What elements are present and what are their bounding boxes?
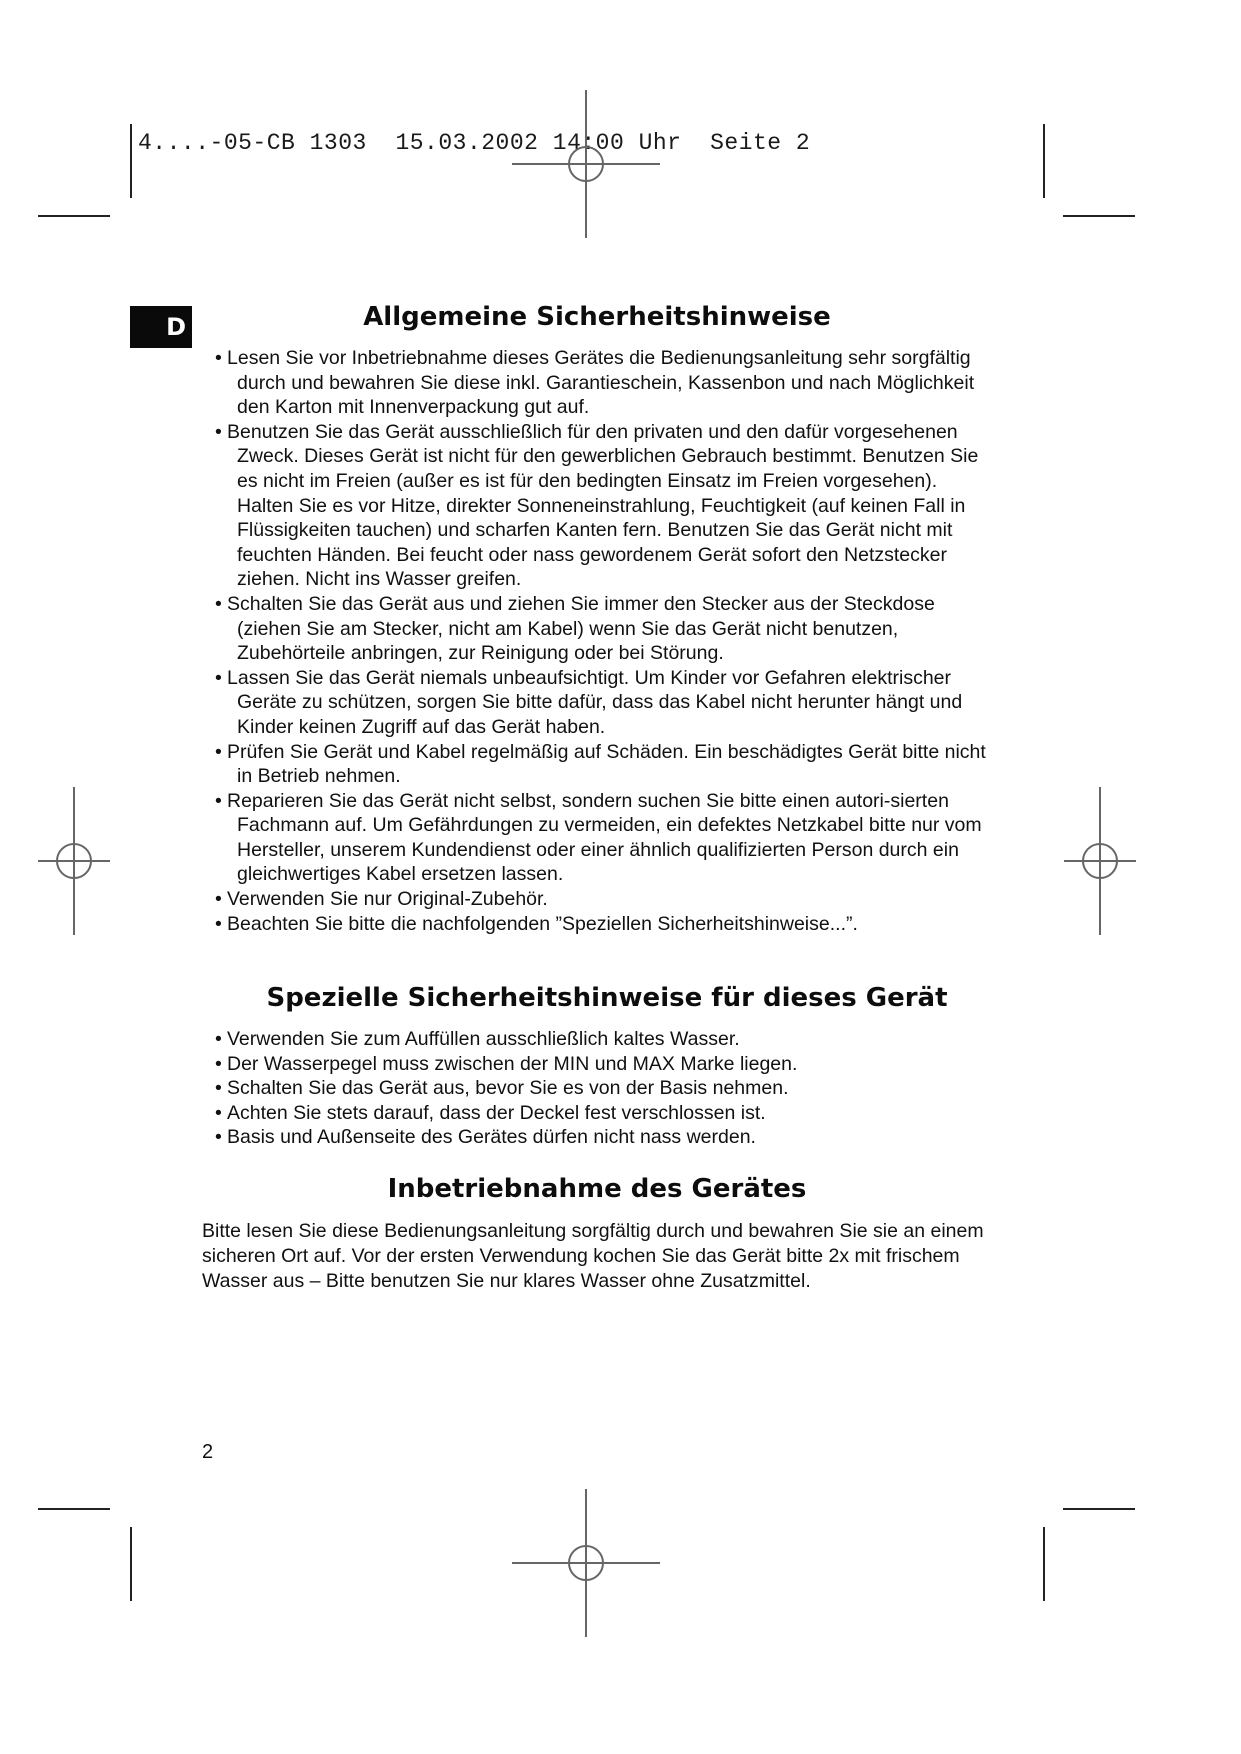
registration-mark-icon <box>1026 787 1174 935</box>
list-item: • Prüfen Sie Gerät und Kabel regelmäßig auf Schäden. Ein beschädigtes Gerät bitte nicht in Betrieb nehmen. <box>202 740 992 789</box>
section-heading-startup: Inbetriebnahme des Gerätes <box>387 1174 807 1204</box>
list-item: • Schalten Sie das Gerät aus, bevor Sie es von der Basis nehmen. <box>202 1076 992 1101</box>
list-item: • Achten Sie stets darauf, dass der Deckel fest verschlossen ist. <box>202 1101 992 1126</box>
crop-mark <box>38 1508 110 1510</box>
list-item: • Der Wasserpegel muss zwischen der MIN und MAX Marke liegen. <box>202 1052 992 1077</box>
crop-mark <box>38 215 110 217</box>
crop-mark <box>1043 124 1045 198</box>
language-tab: D <box>130 306 192 348</box>
crop-mark <box>1043 1527 1045 1601</box>
list-item: • Verwenden Sie nur Original-Zubehör. <box>202 887 992 912</box>
crop-mark <box>1063 215 1135 217</box>
list-item: • Beachten Sie bitte die nachfolgenden ”Speziellen Sicherheitshinweise...”. <box>202 912 992 937</box>
list-item: • Reparieren Sie das Gerät nicht selbst, sondern suchen Sie bitte einen autori-sierten Fachmann auf. Um Gefährdungen zu vermeiden, ein defektes Netzkabel bitte nur vom Hersteller, unserem Kundendienst oder einer ähnlich qualifizierten Person durch ein gleichwertiges Kabel ersetzen lassen. <box>202 789 992 887</box>
general-safety-list <box>202 346 992 936</box>
list-item: • Basis und Außenseite des Gerätes dürfen nicht nass werden. <box>202 1125 992 1150</box>
crop-mark <box>130 124 132 198</box>
list-item: • Lesen Sie vor Inbetriebnahme dieses Gerätes die Bedienungsanleitung sehr sorgfältig durch und bewahren Sie diese inkl. Garantieschein, Kassenbon und nach Möglichkeit den Karton mit Innenverpackung gut auf. <box>202 346 992 420</box>
section-heading-special: Spezielle Sicherheitshinweise für dieses Gerät <box>266 983 948 1013</box>
startup-paragraph: Bitte lesen Sie diese Bedienungsanleitung sorgfältig durch und bewahren Sie sie an einem sicheren Ort auf. Vor der ersten Verwendung kochen Sie das Gerät bitte 2x mit frischem Wasser aus – Bitte benutzen Sie nur klares Wasser ohne Zusatzmittel. <box>202 1220 984 1292</box>
list-item: • Schalten Sie das Gerät aus und ziehen Sie immer den Stecker aus der Steckdose (ziehen Sie am Stecker, nicht am Kabel) wenn Sie das Gerät nicht benutzen, Zubehörteile anbringen, zur Reinigung oder bei Störung. <box>202 592 992 666</box>
page-number: 2 <box>202 1441 214 1463</box>
list-item: • Benutzen Sie das Gerät ausschließlich für den privaten und den dafür vorgesehenen Zweck. Dieses Gerät ist nicht für den gewerblichen Gebrauch bestimmt. Benutzen Sie es nicht im Freien (außer es ist für den bedingten Einsatz im Freien vorgesehen). Halten Sie es vor Hitze, direkter Sonneneinstrahlung, Feuchtigkeit (auf keinen Fall in Flüssigkeiten tauchen) und scharfen Kanten fern. Benutzen Sie das Gerät nicht mit feuchten Händen. Bei feucht oder nass gewordenem Gerät sofort den Netzstecker ziehen. Nicht ins Wasser greifen. <box>202 420 992 592</box>
print-header: 4....-05-CB 1303 15.03.2002 14:00 Uhr Seite 2 <box>138 130 811 156</box>
crop-mark <box>130 1527 132 1601</box>
list-item: • Verwenden Sie zum Auffüllen ausschließlich kaltes Wasser. <box>202 1027 992 1052</box>
registration-mark-icon <box>512 90 660 238</box>
registration-mark-icon <box>0 787 148 935</box>
registration-mark-icon <box>512 1489 660 1637</box>
special-safety-list <box>202 1027 992 1150</box>
section-heading-general: Allgemeine Sicherheitshinweise <box>363 302 831 332</box>
list-item: • Lassen Sie das Gerät niemals unbeaufsichtigt. Um Kinder vor Gefahren elektrischer Geräte zu schützen, sorgen Sie bitte dafür, dass das Kabel nicht herunter hängt und Kinder keinen Zugriff auf das Gerät haben. <box>202 666 992 740</box>
crop-mark <box>1063 1508 1135 1510</box>
